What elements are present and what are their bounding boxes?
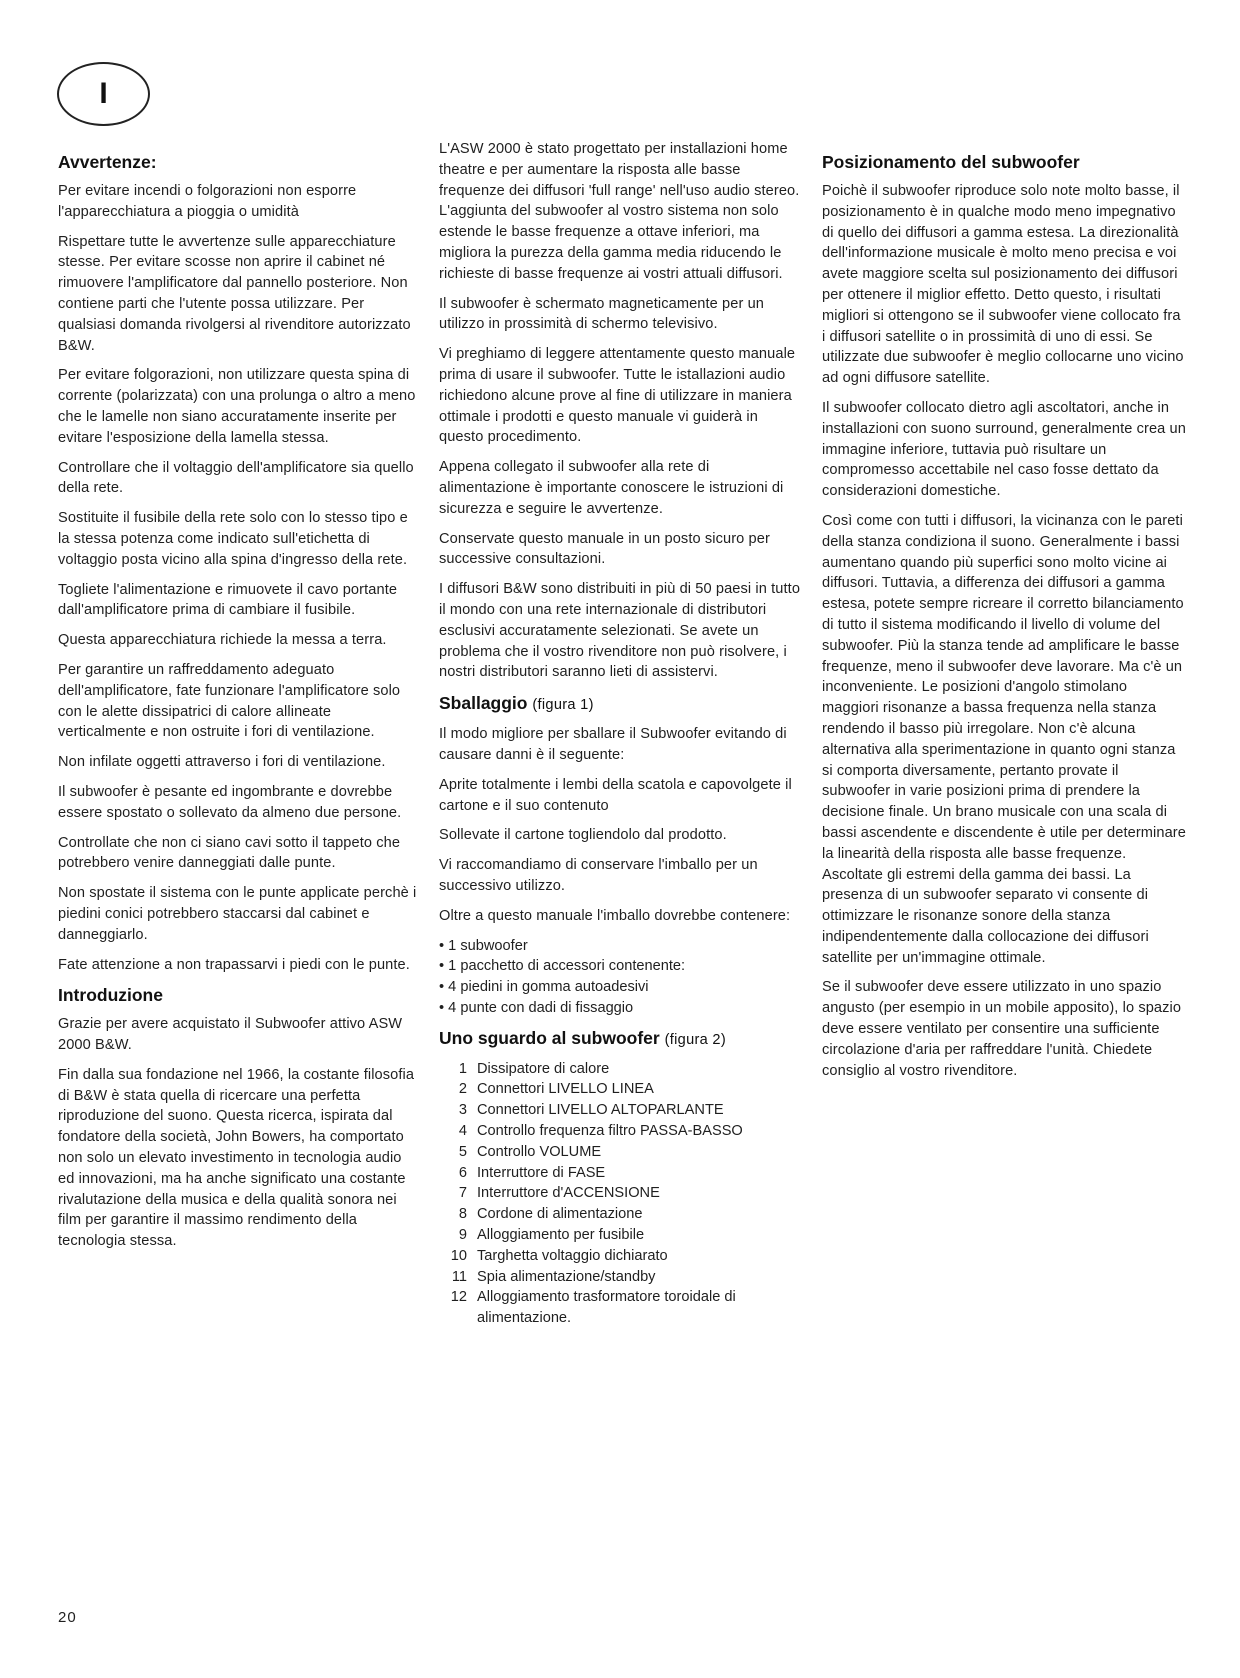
paragraph: Aprite totalmente i lembi della scatola e capovolgete il cartone e il suo contenuto	[439, 776, 792, 814]
paragraph: Il subwoofer collocato dietro agli ascoltatori, anche in installazioni con suono surround, generalmente crea un immagine inferiore, tuttavia può risultare un compromesso accettabile nel caso fosse dettato da considerazioni domestiche.	[822, 399, 1186, 500]
paragraph: Controllare che il voltaggio dell'amplificatore sia quello della rete.	[58, 459, 414, 497]
list-item	[439, 1059, 803, 1080]
paragraph: Per evitare folgorazioni, non utilizzare questa spina di corrente (polarizzata) con una prolunga o altro a meno che le lamelle non siano accuratamente inserite per evitare l'esposizione della lamella stessa.	[58, 367, 416, 446]
paragraph: Per garantire un raffreddamento adeguato dell'amplificatore, fate funzionare l'amplificatore solo con le alette dissipatrici di calore allineate verticalmente e non ostruite i fori di ventilazione.	[58, 661, 401, 741]
list-item: • 1 subwoofer	[439, 936, 803, 957]
paragraph: Questa apparecchiatura richiede la messa a terra.	[58, 632, 387, 649]
heading-posizionamento: Posizionamento del subwoofer	[822, 152, 1080, 172]
list-item	[439, 1100, 803, 1121]
item-text: Cordone di alimentazione	[477, 1206, 643, 1223]
paragraph: Sollevate il cartone togliendolo dal prodotto.	[439, 827, 727, 844]
item-number: 7	[458, 1185, 467, 1202]
item-number: 11	[451, 1268, 467, 1285]
paragraph: Il subwoofer è schermato magneticamente per un utilizzo in prossimità di schermo televisivo.	[439, 295, 765, 333]
paragraph: Conservate questo manuale in un posto sicuro per successive consultazioni.	[439, 530, 770, 568]
column-middle	[439, 139, 803, 1329]
item-text: Spia alimentazione/standby	[477, 1268, 656, 1285]
item-text: Alloggiamento per fusibile	[477, 1227, 645, 1244]
paragraph: Grazie per avere acquistato il Subwoofer attivo ASW 2000 B&W.	[58, 1016, 403, 1054]
paragraph: Se il subwoofer deve essere utilizzato in uno spazio angusto (per esempio in un mobile apposito), lo spazio deve essere ventilato per consentire una sufficiente circolazione d'aria per raffreddare l'unità. Chiedete consiglio al vostro rivenditore.	[822, 979, 1182, 1079]
paragraph: Vi raccomandiamo di conservare l'imballo per un successivo utilizzo.	[439, 857, 758, 894]
item-number: 3	[458, 1102, 467, 1119]
heading-sguardo	[439, 1027, 803, 1051]
list-item	[439, 1142, 803, 1163]
paragraph: L'ASW 2000 è stato progettato per installazioni home theatre e per aumentare la risposta alle basse frequenze dei diffusori 'full range' nell'uso audio stereo. L'aggiunta del subwoofer al vostro sistema non solo estende le basse frequenze a ottave inferiori, ma migliora la purezza della gamma media riducendo le richieste di basse frequenze ai vostri attuali diffusori.	[439, 141, 800, 282]
item-text: Controllo VOLUME	[477, 1143, 602, 1160]
item-number: 6	[458, 1164, 467, 1181]
language-badge	[57, 62, 150, 126]
paragraph: Sostituite il fusibile della rete solo con lo stesso tipo e la stessa potenza come indicato sull'etichetta di voltaggio posta vicino alla spina d'ingresso della rete.	[58, 510, 408, 568]
paragraph: Controllate che non ci siano cavi sotto il tappeto che potrebbero venire danneggiati dalle punte.	[58, 834, 401, 872]
paragraph: Fate attenzione a non trapassarvi i piedi con le punte.	[58, 956, 410, 973]
paragraph: I diffusori B&W sono distribuiti in più di 50 paesi in tutto il mondo con una rete internazionale di distributori esclusivi accuratamente selezionati. Se avete un problema che il vostro rivenditore non può risolvere, i nostri distributori saranno lieti di assistervi.	[439, 581, 801, 681]
package-contents-list	[439, 936, 803, 1019]
paragraph: Per evitare incendi o folgorazioni non esporre l'apparecchiatura a pioggia o umidità	[58, 183, 357, 220]
list-item	[439, 1287, 803, 1329]
figure-reference: (figura 1)	[532, 697, 594, 714]
paragraph: Non spostate il sistema con le punte applicate perchè i piedini conici potrebbero staccarsi dal cabinet e danneggiarlo.	[58, 885, 417, 943]
item-number: 1	[458, 1060, 467, 1077]
item-number: 5	[458, 1143, 467, 1160]
paragraph: Non infilate oggetti attraverso i fori di ventilazione.	[58, 754, 386, 771]
paragraph: Il modo migliore per sballare il Subwoofer evitando di causare danni è il seguente:	[439, 726, 787, 763]
list-item	[439, 1163, 803, 1184]
list-item	[439, 1267, 803, 1288]
list-item: • 4 punte con dadi di fissaggio	[439, 998, 803, 1019]
language-letter: I	[99, 77, 108, 110]
paragraph: Oltre a questo manuale l'imballo dovrebbe contenere:	[439, 907, 791, 924]
item-text: Alloggiamento trasformatore toroidale di alimentazione.	[477, 1289, 736, 1327]
list-item	[439, 1121, 803, 1142]
item-text: Connettori LIVELLO ALTOPARLANTE	[477, 1102, 724, 1119]
paragraph: Poichè il subwoofer riproduce solo note molto basse, il posizionamento è in qualche modo meno impegnativo di quello dei diffusori a gamma estesa. La direzionalità dell'informazione musicale è molto meno precisa e voi avete maggiore scelta sul posizionamento dei diffusori per ottenere il miglior effetto. Detto questo, i risultati migliori si ottengono se il subwoofer viene collocato fra i diffusori satellite o in prossimità di uno di essi. Se utilizzate due subwoofer è meglio collocarne uno vicino ad ogni diffusore satellite.	[822, 183, 1184, 387]
paragraph: Vi preghiamo di leggere attentamente questo manuale prima di usare il subwoofer. Tutte le istallazioni audio richiedono alcune prove al fine di utilizzare in maniera ottimale i prodotti e questo manuale vi guiderà in questo procedimento.	[439, 346, 796, 446]
figure-reference: (figura 2)	[664, 1031, 726, 1048]
paragraph: Fin dalla sua fondazione nel 1966, la costante filosofia di B&W è stata quella di ricercare una perfetta riproduzione del suono. Questa ricerca, ispirata dal fondatore della società, John Bowers, ha comportato non solo un elevato investimento in tecnologia audio ed innovazioni, ma ha anche significato una costante rivalutazione della musica e della qualità sonora nei film per garantire il massimo rendimento della tecnologia stessa.	[58, 1066, 415, 1250]
item-number: 12	[450, 1289, 467, 1306]
item-number: 2	[458, 1081, 467, 1098]
paragraph: Togliete l'alimentazione e rimuovete il cavo portante dall'amplificatore prima di cambiare il fusibile.	[58, 581, 398, 619]
list-item	[439, 1246, 803, 1267]
list-item	[439, 1183, 803, 1204]
heading-sballaggio-text: Sballaggio	[439, 693, 528, 714]
heading-avvertenze: Avvertenze:	[58, 152, 157, 172]
item-number: 10	[450, 1247, 467, 1264]
paragraph: Rispettare tutte le avvertenze sulle apparecchiature stesse. Per evitare scosse non aprire il cabinet né rimuovere l'amplificatore dal pannello posteriore. Non contiene parti che l'utente possa utilizzare. Per qualsiasi domanda rivolgersi al rivenditore autorizzato B&W.	[58, 233, 411, 354]
paragraph: Appena collegato il subwoofer alla rete di alimentazione è importante conoscere le istruzioni di sicurezza e seguire le avvertenze.	[439, 459, 784, 517]
item-number: 8	[458, 1206, 467, 1223]
item-text: Interruttore di FASE	[477, 1164, 606, 1181]
parts-list	[439, 1059, 803, 1329]
list-item: • 1 pacchetto di accessori contenente:	[439, 956, 803, 977]
item-text: Targhetta voltaggio dichiarato	[477, 1247, 668, 1264]
item-text: Connettori LIVELLO LINEA	[477, 1081, 654, 1098]
column-right	[822, 139, 1186, 1090]
item-number: 4	[458, 1123, 467, 1140]
page-number: 20	[58, 1609, 77, 1626]
heading-introduzione: Introduzione	[58, 985, 163, 1006]
item-text: Dissipatore di calore	[477, 1060, 610, 1077]
list-item	[439, 1204, 803, 1225]
list-item: • 4 piedini in gomma autoadesivi	[439, 977, 803, 998]
paragraph: Così come con tutti i diffusori, la vicinanza con le pareti della stanza condiziona il suono. Generalmente i bassi aumentano quando più superfici sono molto vicine ai diffusori. Tuttavia, a differenza dei diffusori a gamma estesa, potete sempre ricreare il corretto bilanciamento di tutto il sistema modificando il livello di volume del subwoofer. Più la stanza tende ad amplificare le basse frequenze, meno il subwoofer deve lavorare. Ma c'è un inconveniente. Le posizioni d'angolo stimolano maggiori risonanze a bassa frequenza nella stanza rendendo il basso più irregolare. Non c'è alcuna alternativa alla sperimentazione in quanto ogni stanza si comporta diversamente, pertanto provate il subwoofer in varie posizioni prima di prendere la decisione finale. Un brano musicale con una scala di bassi ascendente e discendente è utile per determinare la linearità della risposta alle basse frequenze. Ascoltate gli estremi della gamma dei bassi. La presenza di un subwoofer separato vi consente di ottimizzare le risonanze sonore della stanza indipendentemente dalla collocazione dei diffusori satellite per un'immagine ottimale.	[822, 512, 1186, 966]
item-text: Interruttore d'ACCENSIONE	[477, 1185, 660, 1202]
list-item	[439, 1079, 803, 1100]
heading-sguardo-text: Uno sguardo al subwoofer	[439, 1027, 660, 1048]
item-number: 9	[458, 1227, 467, 1244]
paragraph: Il subwoofer è pesante ed ingombrante e dovrebbe essere spostato o sollevato da almeno due persone.	[58, 783, 402, 821]
heading-sballaggio	[439, 692, 803, 716]
list-item	[439, 1225, 803, 1246]
column-left	[58, 139, 421, 1261]
item-text: Controllo frequenza filtro PASSA-BASSO	[477, 1123, 743, 1140]
